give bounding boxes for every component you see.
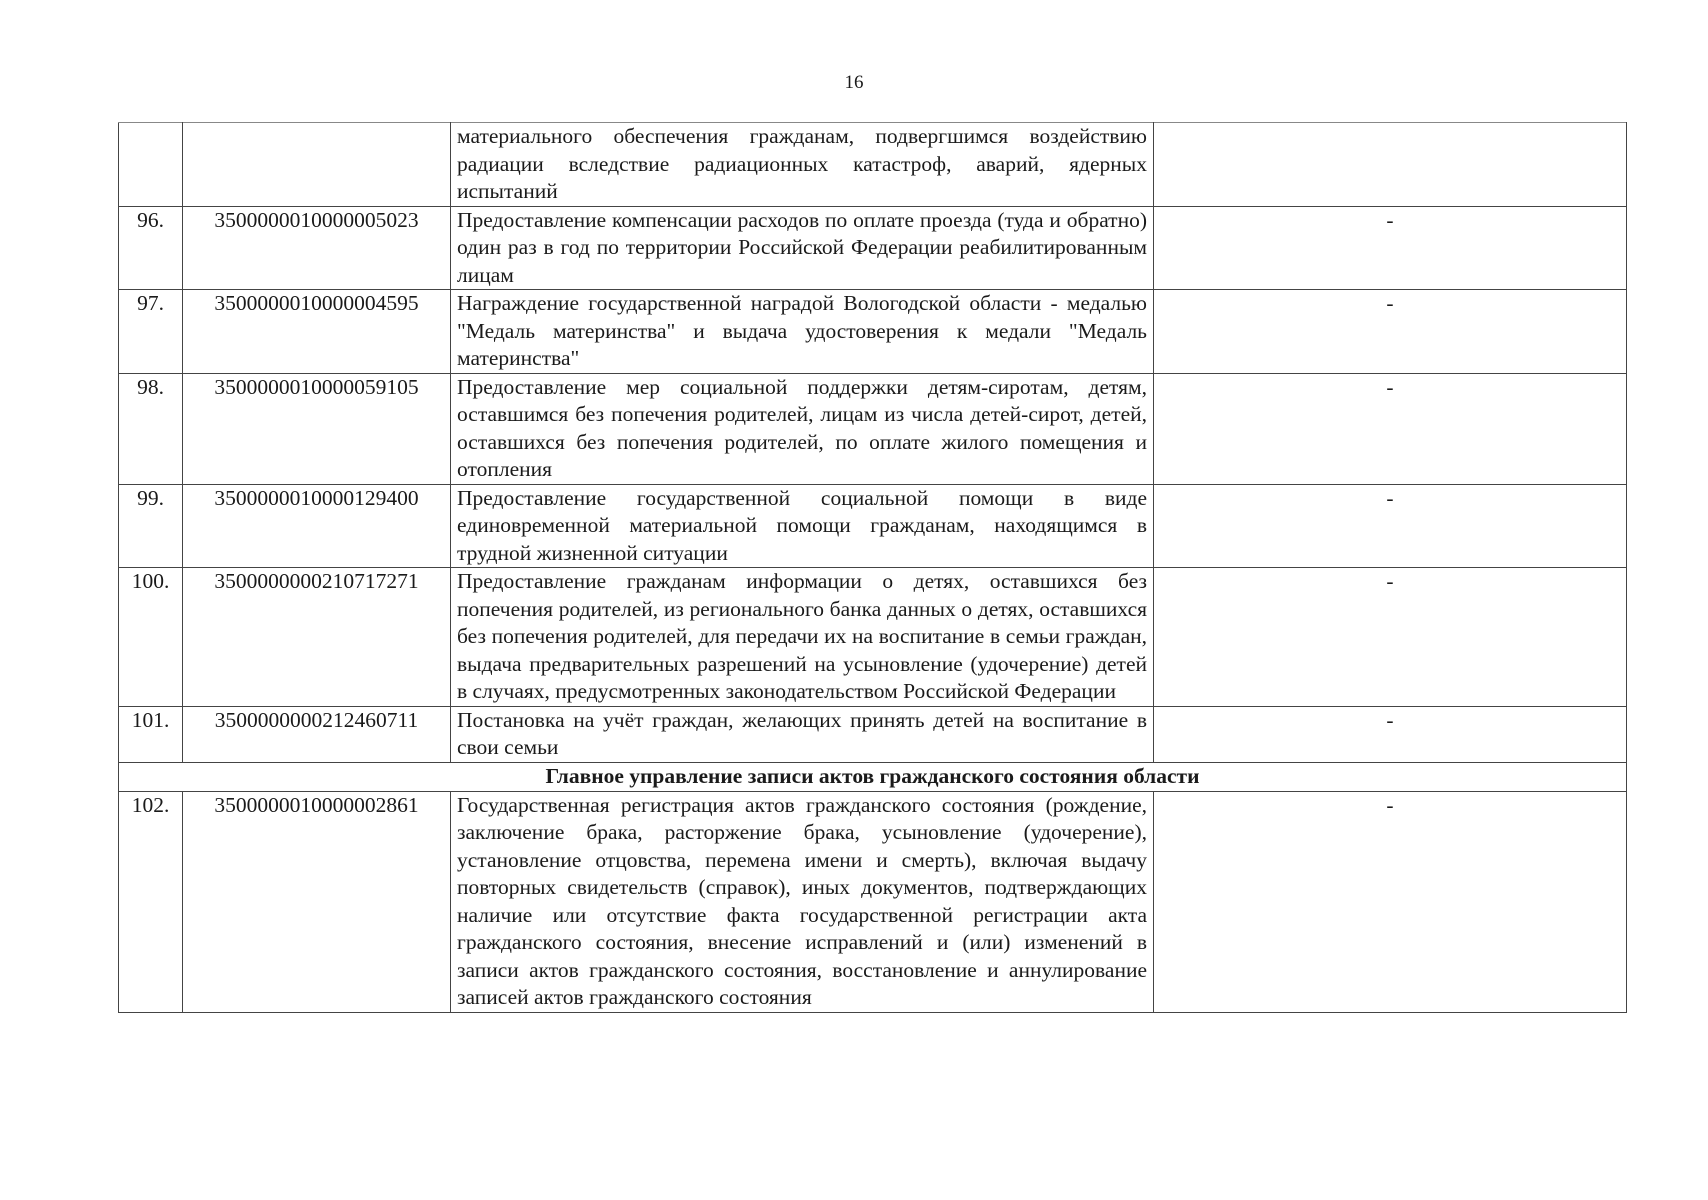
service-note: - [1154,706,1627,762]
service-code: 3500000010000059105 [183,373,451,484]
section-title: Главное управление записи актов гражданского состояния области [119,762,1627,791]
page-number: 16 [844,72,864,93]
service-description: Предоставление компенсации расходов по оплате проезда (туда и обратно) один раз в год по территории Российской Федерации реабилитированным лицам [451,206,1154,290]
row-number: 96. [119,206,183,290]
table-row [119,568,1627,707]
service-description: Награждение государственной наградой Вологодской области - медалью "Медаль материнства" и выдача удостоверения к медали "Медаль материнства" [451,290,1154,374]
row-number: 98. [119,373,183,484]
service-code: 3500000010000004595 [183,290,451,374]
table-row [119,206,1627,290]
service-code: 3500000010000002861 [183,791,451,1012]
service-note: - [1154,206,1627,290]
row-number: 99. [119,484,183,568]
section-header-row [119,762,1627,791]
service-description: Государственная регистрация актов гражданского состояния (рождение, заключение брака, расторжение брака, усыновление (удочерение), установление отцовства, перемена имени и смерть), включая выдачу повторных свидетельств (справок), иных документов, подтверждающих наличие или отсутствие факта государственной регистрации акта гражданского состояния, внесение исправлений и (или) изменений в записи актов гражданского состояния, восстановление и аннулирование записей актов гражданского состояния [451,791,1154,1012]
table-row [119,123,1627,207]
service-code [183,123,451,207]
service-note: - [1154,791,1627,1012]
service-note: - [1154,484,1627,568]
service-note: - [1154,568,1627,707]
service-description: Предоставление гражданам информации о детях, оставшихся без попечения родителей, из регионального банка данных о детях, оставшихся без попечения родителей, для передачи их на воспитание в семьи граждан, выдача предварительных разрешений на усыновление (удочерение) детей в случаях, предусмотренных законодательством Российской Федерации [451,568,1154,707]
table-row [119,791,1627,1012]
row-number: 97. [119,290,183,374]
service-description: материального обеспечения гражданам, подвергшимся воздействию радиации вследствие радиационных катастроф, аварий, ядерных испытаний [451,123,1154,207]
service-code: 3500000000212460711 [183,706,451,762]
service-code: 3500000010000005023 [183,206,451,290]
service-note [1154,123,1627,207]
service-code: 3500000000210717271 [183,568,451,707]
row-number: 100. [119,568,183,707]
service-code: 3500000010000129400 [183,484,451,568]
service-description: Предоставление государственной социальной помощи в виде единовременной материальной помощи гражданам, находящимся в трудной жизненной ситуации [451,484,1154,568]
row-number [119,123,183,207]
row-number: 102. [119,791,183,1012]
table-row [119,484,1627,568]
table-row [119,373,1627,484]
services-table [118,122,1627,1013]
service-description: Предоставление мер социальной поддержки детям-сиротам, детям, оставшимся без попечения родителей, лицам из числа детей-сирот, детей, оставшихся без попечения родителей, по оплате жилого помещения и отопления [451,373,1154,484]
service-description: Постановка на учёт граждан, желающих принять детей на воспитание в свои семьи [451,706,1154,762]
table-row [119,706,1627,762]
row-number: 101. [119,706,183,762]
service-note: - [1154,373,1627,484]
service-note: - [1154,290,1627,374]
table-row [119,290,1627,374]
